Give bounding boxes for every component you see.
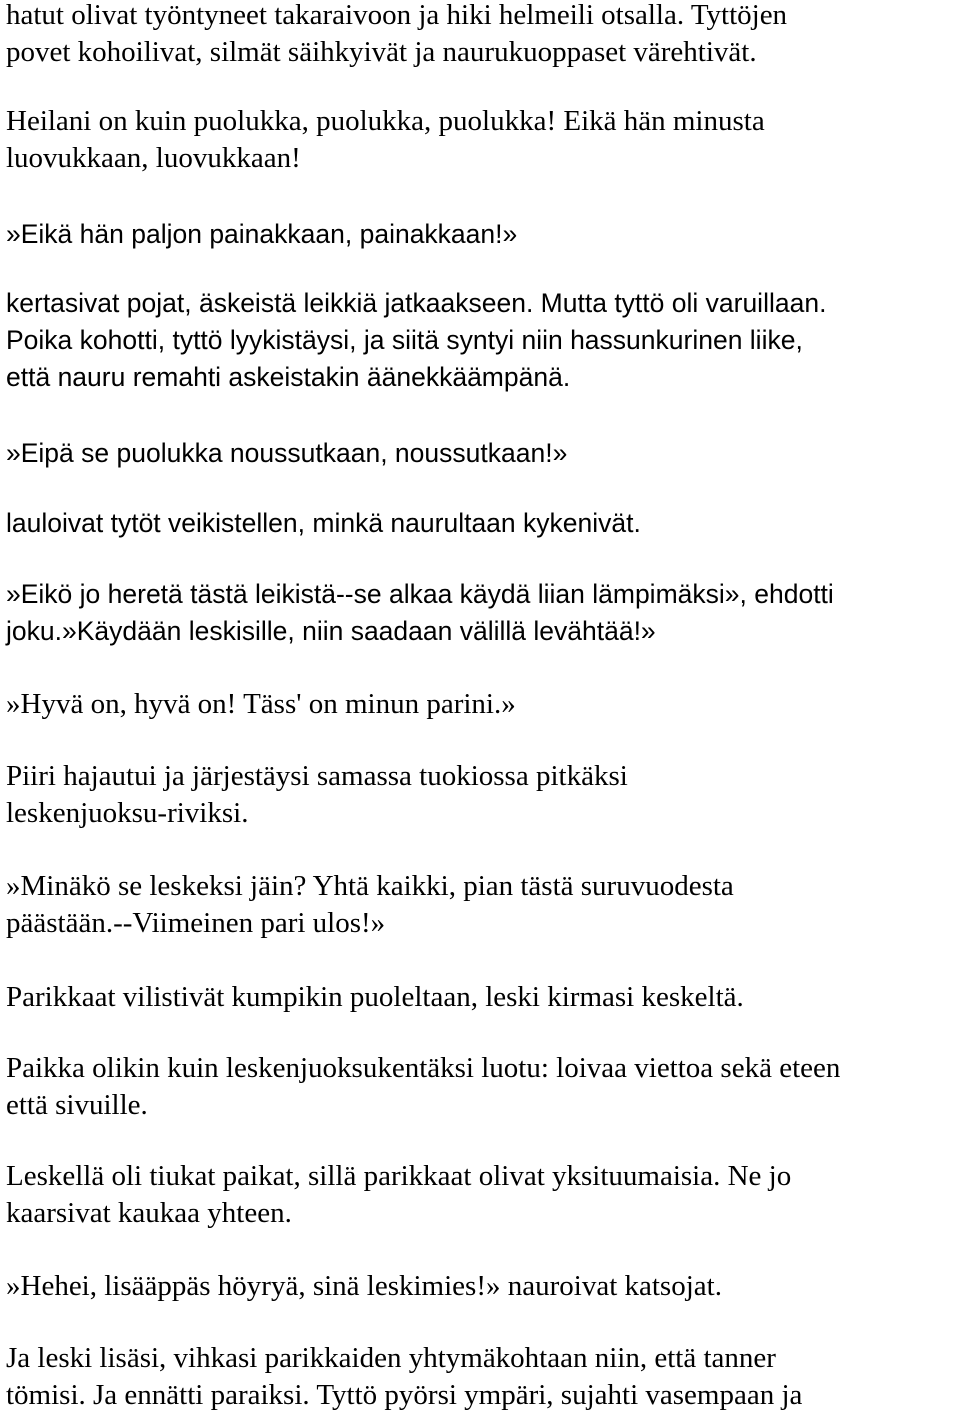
paragraph-5 [6, 435, 956, 472]
paragraph-8 [6, 686, 956, 723]
text-line: lauloivat tytöt veikistellen, minkä naurultaan kykenivät. [6, 508, 641, 538]
text-line: Paikka olikin kuin leskenjuoksukentäksi luotu: loivaa viettoa sekä eteen [6, 1052, 841, 1084]
text-line: kaarsivat kaukaa yhteen. [6, 1197, 292, 1229]
text-line: kertasivat pojat, äskeistä leikkiä jatkaakseen. Mutta tyttö oli varuillaan. [6, 288, 827, 318]
text-line: Piiri hajautui ja järjestäysi samassa tuokiossa pitkäksi [6, 760, 628, 792]
text-line: leskenjuoksu-riviksi. [6, 797, 249, 829]
text-line: povet kohoilivat, silmät säihkyivät ja naurukuoppaset värehtivät. [6, 36, 757, 68]
paragraph-3 [6, 216, 956, 253]
text-line: »Hehei, lisääppäs höyryä, sinä leskimies!» nauroivat katsojat. [6, 1270, 722, 1302]
paragraph-4 [6, 285, 956, 396]
paragraph-7 [6, 576, 956, 650]
text-line: tömisi. Ja ennätti paraiksi. Tyttö pyörsi ympäri, sujahti vasempaan ja [6, 1379, 803, 1411]
text-line: että sivuille. [6, 1089, 148, 1121]
paragraph-2 [6, 103, 956, 177]
paragraph-15 [6, 1340, 956, 1414]
text-line: »Eipä se puolukka noussutkaan, noussutkaan!» [6, 438, 568, 468]
text-line: Heilani on kuin puolukka, puolukka, puolukka! Eikä hän minusta [6, 105, 765, 137]
text-line: päästään.--Viimeinen pari ulos!» [6, 907, 386, 939]
text-line: Leskellä oli tiukat paikat, sillä parikkaat olivat yksituumaisia. Ne jo [6, 1160, 792, 1192]
paragraph-10 [6, 868, 956, 942]
text-line: että nauru remahti askeistakin äänekkäämpänä. [6, 362, 571, 392]
text-line: »Minäkö se leskeksi jäin? Yhtä kaikki, pian tästä suruvuodesta [6, 870, 734, 902]
text-line: luovukkaan, luovukkaan! [6, 142, 301, 174]
text-line: »Hyvä on, hyvä on! Täss' on minun parini.» [6, 688, 516, 720]
paragraph-12 [6, 1050, 956, 1124]
paragraph-6 [6, 505, 956, 542]
text-line: Parikkaat vilistivät kumpikin puoleltaan, leski kirmasi keskeltä. [6, 981, 744, 1013]
paragraph-9 [6, 758, 956, 832]
text-line: hatut olivat työntyneet takaraivoon ja hiki helmeili otsalla. Tyttöjen [6, 0, 788, 31]
text-line: »Eikä hän paljon painakkaan, painakkaan!» [6, 219, 518, 249]
text-line: »Eikö jo heretä tästä leikistä--se alkaa käydä liian lämpimäksi», ehdotti [6, 579, 834, 609]
paragraph-1 [6, 0, 956, 71]
paragraph-11 [6, 979, 956, 1016]
text-line: Ja leski lisäsi, vihkasi parikkaiden yhtymäkohtaan niin, että tanner [6, 1342, 776, 1374]
paragraph-14 [6, 1268, 956, 1305]
text-line: Poika kohotti, tyttö lyykistäysi, ja siitä syntyi niin hassunkurinen liike, [6, 325, 803, 355]
paragraph-13 [6, 1158, 956, 1232]
text-line: joku.»Käydään leskisille, niin saadaan välillä levähtää!» [6, 616, 656, 646]
